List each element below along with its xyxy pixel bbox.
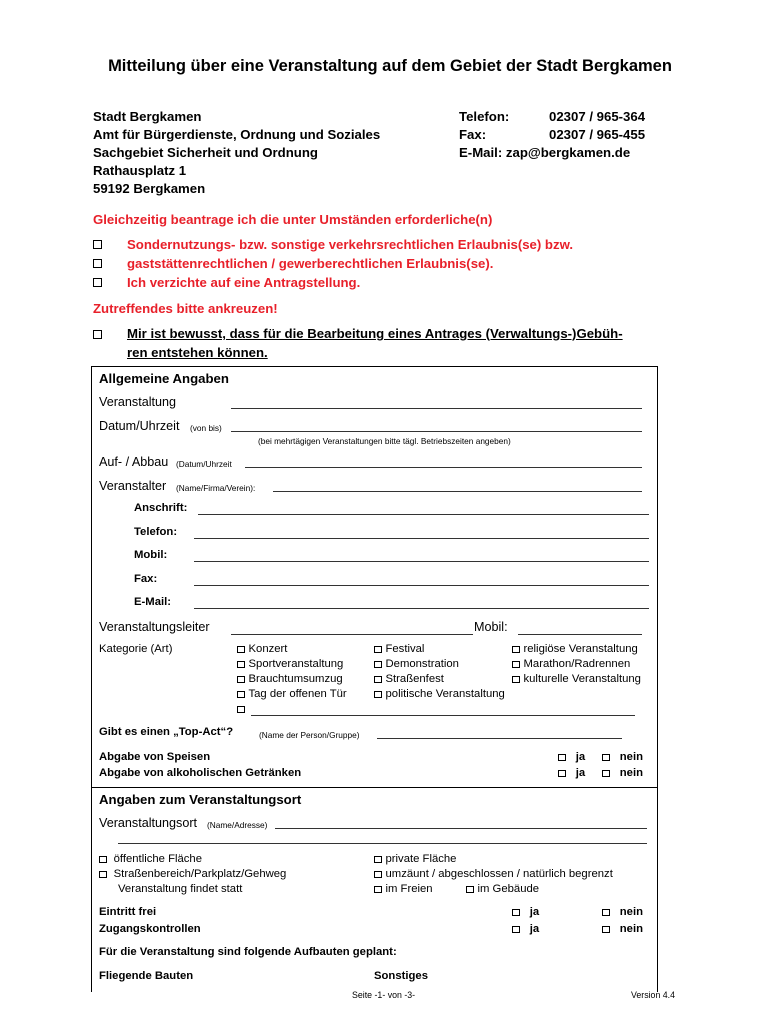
checkbox-icon[interactable] — [512, 646, 520, 654]
topact-field[interactable] — [377, 738, 622, 739]
address-office: Amt für Bürgerdienste, Ordnung und Soziales — [93, 127, 381, 142]
other-label: Sonstiges — [374, 970, 428, 982]
checkbox-icon[interactable] — [558, 754, 566, 762]
venue-option-street[interactable]: Straßenbereich/Parkplatz/Gehweg — [99, 868, 286, 880]
checkbox-icon[interactable] — [602, 770, 610, 778]
leader-mobile-label: Mobil: — [474, 620, 508, 634]
checkbox-icon[interactable] — [374, 691, 382, 699]
food-no[interactable]: nein — [602, 751, 643, 763]
organizer-label: Veranstalter — [99, 479, 167, 493]
checkbox-icon[interactable] — [558, 770, 566, 778]
checkbox-icon[interactable] — [237, 661, 245, 669]
checkbox-icon[interactable] — [237, 676, 245, 684]
fax-value: 02307 / 965-455 — [549, 127, 646, 142]
leader-label: Veranstaltungsleiter — [99, 620, 210, 634]
entry-no[interactable]: nein — [602, 906, 643, 918]
page-number: Seite -1- von -3- — [352, 990, 416, 1000]
category-option[interactable]: Festival — [374, 643, 424, 655]
organizer-email-label: E-Mail: — [134, 596, 172, 608]
checkbox-icon[interactable] — [99, 871, 107, 879]
category-option[interactable]: Konzert — [237, 643, 287, 655]
venue-option-indoor[interactable]: im Gebäude — [466, 883, 539, 895]
fee-checkbox[interactable] — [93, 330, 102, 339]
entry-label: Eintritt frei — [99, 906, 157, 918]
venue-option-outdoor[interactable]: im Freien — [374, 883, 433, 895]
checkbox-icon[interactable] — [374, 646, 382, 654]
food-yes[interactable]: ja — [558, 751, 585, 763]
location-field[interactable] — [275, 828, 647, 829]
checkbox-icon[interactable] — [512, 926, 520, 934]
location-label: Veranstaltungsort — [99, 816, 198, 830]
checkbox-icon[interactable] — [602, 754, 610, 762]
category-option[interactable]: Straßenfest — [374, 673, 444, 685]
venue-heading: Angaben zum Veranstaltungsort — [99, 792, 302, 807]
organizer-phone-field[interactable] — [194, 538, 649, 539]
topact-label: Gibt es einen „Top-Act“? — [99, 726, 234, 738]
date-field[interactable] — [231, 431, 642, 432]
organizer-mobile-label: Mobil: — [134, 549, 168, 561]
checkbox-icon[interactable] — [99, 856, 107, 864]
request-checkbox-2[interactable] — [93, 259, 102, 268]
tick-note: Zutreffendes bitte ankreuzen! — [93, 301, 278, 316]
food-label: Abgabe von Speisen — [99, 751, 211, 763]
checkbox-icon[interactable] — [602, 909, 610, 917]
date-hint: (bei mehrtägigen Veranstaltungen bitte tägl. Betriebszeiten angeben) — [258, 436, 511, 446]
page-title: Mitteilung über eine Veranstaltung auf dem Gebiet der Stadt Bergkamen — [108, 57, 672, 75]
alcohol-yes[interactable]: ja — [558, 767, 585, 779]
access-label: Zugangskontrollen — [99, 923, 201, 935]
structures-heading: Für die Veranstaltung sind folgende Aufbauten geplant: — [99, 946, 397, 958]
venue-option-private[interactable]: private Fläche — [374, 853, 456, 865]
category-option[interactable]: Marathon/Radrennen — [512, 658, 630, 670]
phone-label: Telefon: — [459, 109, 510, 124]
checkbox-icon[interactable] — [512, 909, 520, 917]
fee-text-line1: Mir ist bewusst, dass für die Bearbeitung eines Antrages (Verwaltungs-)Gebüh- — [127, 326, 623, 341]
location-small: (Name/Adresse) — [207, 820, 268, 830]
checkbox-icon[interactable] — [374, 886, 382, 894]
organizer-field[interactable] — [273, 491, 642, 492]
fax-label: Fax: — [459, 127, 487, 142]
organizer-fax-label: Fax: — [134, 573, 158, 585]
location-field-2[interactable] — [118, 843, 647, 844]
request-option-2: gaststättenrechtlichen / gewerberechtlichen Erlaubnis(se). — [127, 256, 494, 271]
category-option[interactable]: Brauchtumsumzug — [237, 673, 343, 685]
checkbox-icon[interactable] — [237, 691, 245, 699]
request-option-3: Ich verzichte auf eine Antragstellung. — [127, 275, 361, 290]
venue-option-fenced[interactable]: umzäunt / abgeschlossen / natürlich begrenzt — [374, 868, 613, 880]
version-label: Version 4.4 — [631, 990, 676, 1000]
checkbox-icon[interactable] — [374, 661, 382, 669]
leader-mobile-field[interactable] — [518, 634, 642, 635]
organizer-phone-label: Telefon: — [134, 526, 178, 538]
checkbox-icon[interactable] — [237, 646, 245, 654]
access-yes[interactable]: ja — [512, 923, 539, 935]
setup-field[interactable] — [245, 467, 642, 468]
category-option[interactable]: kulturelle Veranstaltung — [512, 673, 641, 685]
category-label: Kategorie (Art) — [99, 643, 173, 655]
category-option[interactable]: Sportveranstaltung — [237, 658, 343, 670]
date-label: Datum/Uhrzeit — [99, 419, 180, 433]
setup-small: (Datum/Uhrzeit — [176, 459, 232, 469]
mobile-structures-label: Fliegende Bauten — [99, 970, 194, 982]
organizer-address-label: Anschrift: — [134, 502, 188, 514]
category-other-field[interactable] — [251, 715, 635, 716]
checkbox-icon[interactable] — [512, 661, 520, 669]
checkbox-icon[interactable] — [374, 676, 382, 684]
address-zip-city: 59192 Bergkamen — [93, 181, 206, 196]
checkbox-icon[interactable] — [466, 886, 474, 894]
checkbox-icon[interactable] — [602, 926, 610, 934]
organizer-address-field[interactable] — [198, 514, 649, 515]
event-label: Veranstaltung — [99, 395, 177, 409]
request-checkbox-1[interactable] — [93, 240, 102, 249]
organizer-mobile-field[interactable] — [194, 561, 649, 562]
event-field[interactable] — [231, 408, 642, 409]
alcohol-no[interactable]: nein — [602, 767, 643, 779]
address-street: Rathausplatz 1 — [93, 163, 187, 178]
phone-value: 02307 / 965-364 — [549, 109, 646, 124]
date-small: (von bis) — [190, 423, 222, 433]
access-no[interactable]: nein — [602, 923, 643, 935]
category-option[interactable]: Tag der offenen Tür — [237, 688, 347, 700]
request-heading: Gleichzeitig beantrage ich die unter Umständen erforderliche(n) — [93, 212, 493, 227]
alcohol-label: Abgabe von alkoholischen Getränken — [99, 767, 302, 779]
category-option[interactable]: Demonstration — [374, 658, 459, 670]
organizer-fax-field[interactable] — [194, 585, 649, 586]
checkbox-icon[interactable] — [512, 676, 520, 684]
category-option[interactable]: politische Veranstaltung — [374, 688, 505, 700]
leader-field[interactable] — [231, 634, 473, 635]
email-line: E-Mail: zap@bergkamen.de — [459, 145, 631, 160]
category-other-option[interactable] — [237, 703, 249, 715]
request-checkbox-3[interactable] — [93, 278, 102, 287]
address-department: Sachgebiet Sicherheit und Ordnung — [93, 145, 318, 160]
general-heading: Allgemeine Angaben — [99, 371, 229, 386]
setup-label: Auf- / Abbau — [99, 455, 169, 469]
venue-held-note: Veranstaltung findet statt — [118, 883, 243, 895]
request-option-1: Sondernutzungs- bzw. sonstige verkehrsrechtlichen Erlaubnis(se) bzw. — [127, 237, 574, 252]
organizer-email-field[interactable] — [194, 608, 649, 609]
fee-text-line2: ren entstehen können. — [127, 345, 268, 360]
organizer-small: (Name/Firma/Verein): — [176, 483, 256, 493]
topact-small: (Name der Person/Gruppe) — [259, 730, 360, 740]
checkbox-icon[interactable] — [374, 871, 382, 879]
category-option[interactable]: religiöse Veranstaltung — [512, 643, 638, 655]
checkbox-icon[interactable] — [374, 856, 382, 864]
checkbox-icon[interactable] — [237, 706, 245, 714]
address-city: Stadt Bergkamen — [93, 109, 202, 124]
entry-yes[interactable]: ja — [512, 906, 539, 918]
venue-option-public[interactable]: öffentliche Fläche — [99, 853, 202, 865]
